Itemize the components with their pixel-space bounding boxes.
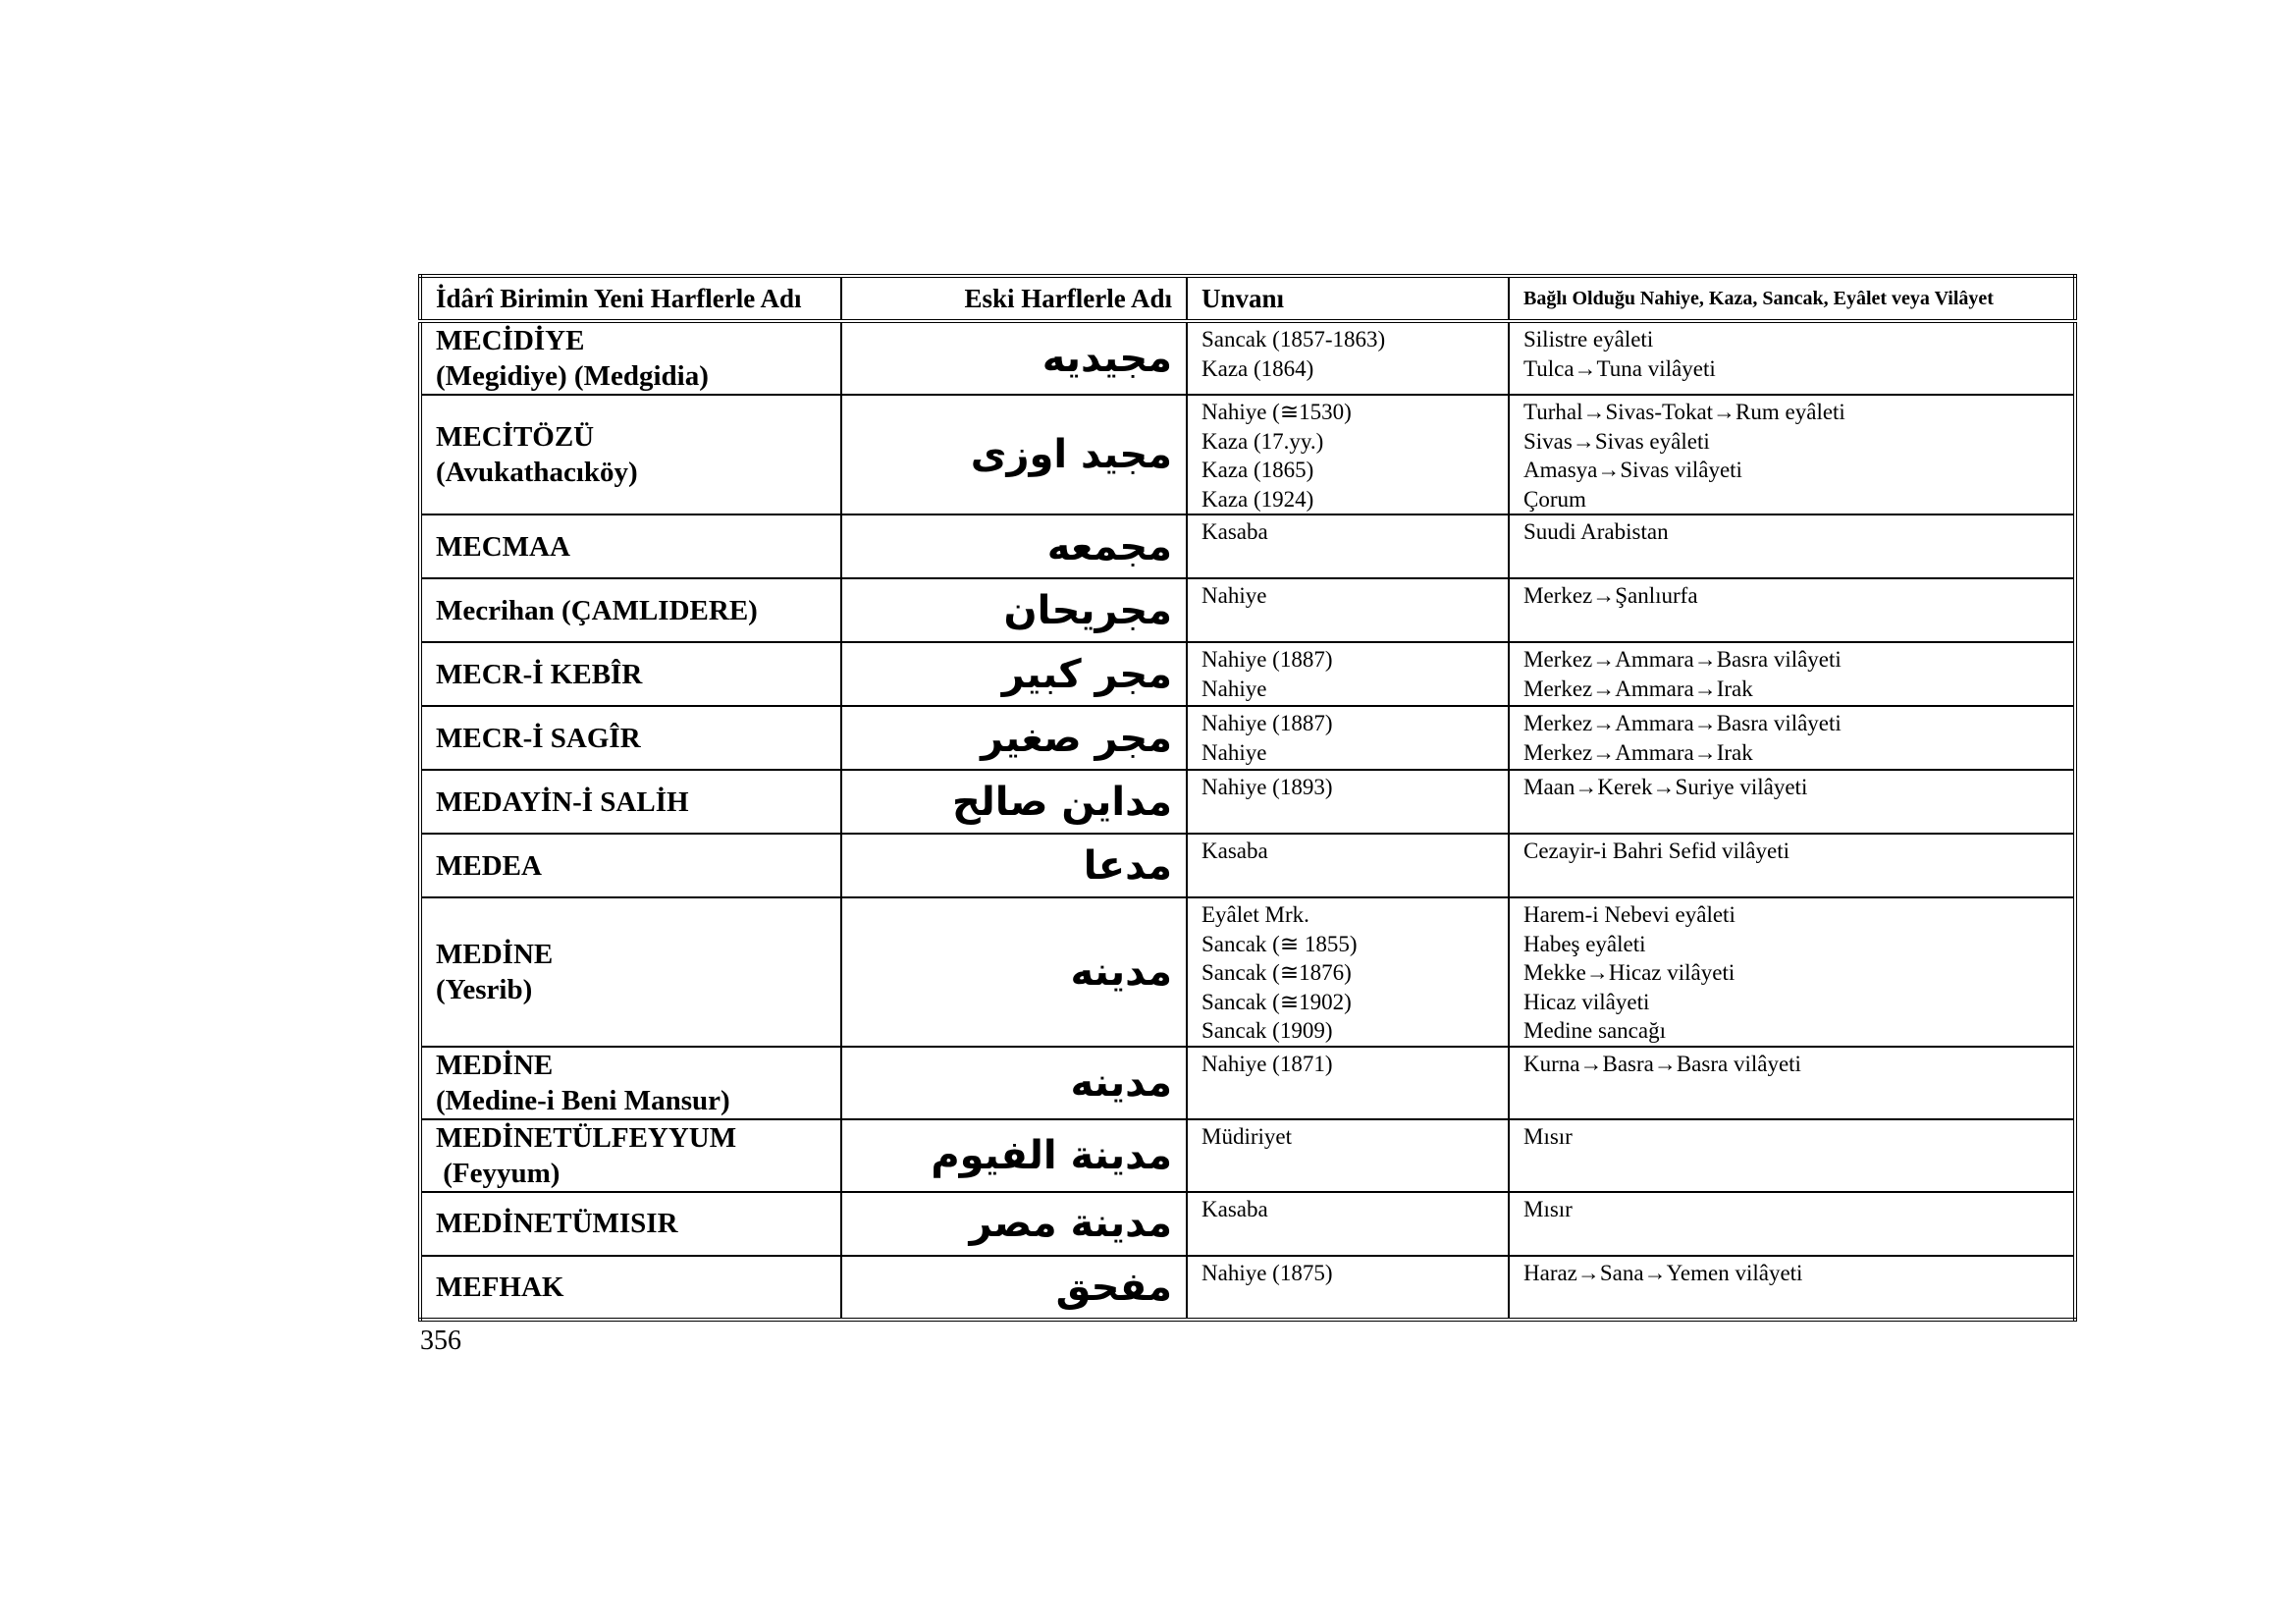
affiliation-line: Sivas→Sivas eyâleti [1523,428,1710,454]
cell-title [1187,1256,1509,1320]
title-line: Sancak (1909) [1201,1018,1333,1043]
cell-new-name [420,395,841,514]
header-old-name: Eski Harflerle Adı [841,276,1187,321]
affiliation-line: Mekke→Hicaz vilâyeti [1523,960,1735,985]
title-line: Kasaba [1201,1196,1268,1221]
title-line: Sancak (≅ 1855) [1201,931,1358,956]
cell-new-name [420,321,841,395]
table-row [420,706,2075,770]
affiliation-line: Mısır [1523,1196,1573,1221]
cell-old-name: مدينة مصر [841,1192,1187,1256]
cell-new-name [420,514,841,578]
new-name-line: MEDAYİN-İ SALİH [436,785,689,818]
affiliation-line: Medine sancağı [1523,1018,1666,1043]
affiliation-line: Merkez→Şanlıurfa [1523,583,1698,608]
cell-new-name [420,1192,841,1256]
cell-old-name: مجر كبير [841,642,1187,706]
cell-affiliation [1509,897,2075,1047]
title-line: Nahiye (1871) [1201,1051,1333,1076]
cell-title [1187,1047,1509,1119]
new-name-line: MEDEA [436,849,542,882]
new-name-line: Mecrihan (ÇAMLIDERE) [436,594,758,626]
table-row [420,578,2075,642]
table-body [420,321,2075,1320]
cell-affiliation [1509,770,2075,834]
table-row [420,642,2075,706]
title-line: Eyâlet Mrk. [1201,902,1309,927]
affiliation-line: Merkez→Ammara→Irak [1523,739,1753,765]
title-line: Nahiye [1201,676,1267,701]
affiliation-line: Cezayir-i Bahri Sefid vilâyeti [1523,839,1789,863]
cell-title [1187,395,1509,514]
affiliation-line: Harem-i Nebevi eyâleti [1523,902,1735,927]
cell-affiliation [1509,395,2075,514]
new-name-line: (Medine-i Beni Mansur) [436,1084,730,1116]
title-line: Kaza (17.yy.) [1201,428,1324,454]
affiliation-line: Tulca→Tuna vilâyeti [1523,355,1716,381]
cell-old-name: مفحق [841,1256,1187,1320]
cell-title [1187,1192,1509,1256]
table-row [420,834,2075,897]
new-name-line: (Avukathacıköy) [436,457,638,488]
title-line: Nahiye (1875) [1201,1260,1333,1285]
affiliation-line: Merkez→Ammara→Basra vilâyeti [1523,647,1842,672]
cell-new-name [420,770,841,834]
cell-new-name [420,1047,841,1119]
table-row [420,897,2075,1047]
cell-affiliation [1509,1119,2075,1192]
affiliation-line: Hicaz vilâyeti [1523,989,1650,1014]
affiliation-line: Kurna→Basra→Basra vilâyeti [1523,1051,1801,1076]
affiliation-line: Çorum [1523,486,1586,512]
affiliation-line: Merkez→Ammara→Irak [1523,676,1753,701]
table-row [420,1047,2075,1119]
cell-affiliation [1509,642,2075,706]
cell-title [1187,897,1509,1047]
header-new-name: İdârî Birimin Yeni Harflerle Adı [420,276,841,321]
table-row [420,514,2075,578]
cell-new-name [420,897,841,1047]
title-line: Nahiye (≅1530) [1201,400,1352,424]
cell-new-name [420,642,841,706]
title-line: Kaza (1924) [1201,486,1314,512]
affiliation-line: Turhal→Sivas-Tokat→Rum eyâleti [1523,400,1845,424]
title-line: Nahiye [1201,739,1267,765]
title-line: Sancak (1857-1863) [1201,327,1386,352]
cell-title [1187,321,1509,395]
new-name-line: (Megidiye) (Medgidia) [436,360,709,392]
cell-title [1187,578,1509,642]
cell-affiliation [1509,1047,2075,1119]
new-name-line: MEFHAK [436,1271,564,1303]
new-name-line: MECR-İ KEBÎR [436,658,643,690]
cell-old-name: مدينه [841,897,1187,1047]
cell-old-name: مجمعه [841,514,1187,578]
title-line: Kasaba [1201,519,1268,544]
header-affiliation: Bağlı Olduğu Nahiye, Kaza, Sancak, Eyâlet veya Vilâyet [1509,276,2075,321]
cell-old-name: مجيديه [841,321,1187,395]
affiliation-line: Maan→Kerek→Suriye vilâyeti [1523,775,1808,799]
title-line: Sancak (≅1902) [1201,989,1352,1014]
cell-new-name [420,834,841,897]
new-name-line: (Yesrib) [436,973,533,1005]
cell-old-name: مدينة الفيوم [841,1119,1187,1192]
new-name-line: MEDİNETÜLFEYYUM [436,1121,737,1154]
cell-affiliation [1509,834,2075,897]
cell-title [1187,834,1509,897]
new-name-line: MECMAA [436,530,570,563]
table-row [420,1192,2075,1256]
affiliation-line: Silistre eyâleti [1523,327,1654,352]
title-line: Nahiye [1201,583,1267,608]
cell-new-name [420,1119,841,1192]
cell-title [1187,642,1509,706]
cell-title [1187,514,1509,578]
cell-old-name: مجر صغير [841,706,1187,770]
new-name-line: MECİTÖZÜ [436,421,595,453]
affiliation-line: Merkez→Ammara→Basra vilâyeti [1523,711,1842,735]
cell-new-name [420,578,841,642]
table-row [420,395,2075,514]
cell-affiliation [1509,706,2075,770]
cell-affiliation [1509,321,2075,395]
gazetteer-table [418,274,2077,1322]
affiliation-line: Amasya→Sivas vilâyeti [1523,458,1742,482]
table-row [420,1256,2075,1320]
affiliation-line: Suudi Arabistan [1523,519,1669,544]
cell-affiliation [1509,1192,2075,1256]
new-name-line: MECİDİYE [436,325,585,356]
table-header-row [420,276,2075,321]
cell-new-name [420,706,841,770]
table-row [420,1119,2075,1192]
cell-new-name [420,1256,841,1320]
cell-old-name: مدينه [841,1047,1187,1119]
affiliation-line: Haraz→Sana→Yemen vilâyeti [1523,1260,1803,1285]
cell-title [1187,1119,1509,1192]
cell-old-name: مجيد اوزى [841,395,1187,514]
cell-title [1187,770,1509,834]
cell-affiliation [1509,514,2075,578]
title-line: Kasaba [1201,839,1268,863]
affiliation-line: Mısır [1523,1123,1573,1149]
title-line: Nahiye (1887) [1201,647,1333,672]
new-name-line: MEDİNE [436,938,554,970]
affiliation-line: Habeş eyâleti [1523,931,1646,956]
cell-old-name: مجريحان [841,578,1187,642]
cell-affiliation [1509,578,2075,642]
page-number: 356 [420,1326,461,1356]
cell-old-name: مداين صالح [841,770,1187,834]
new-name-line: MECR-İ SAGÎR [436,722,641,754]
title-line: Nahiye (1893) [1201,775,1333,799]
new-name-line: MEDİNETÜMISIR [436,1208,678,1239]
cell-title [1187,706,1509,770]
title-line: Nahiye (1887) [1201,711,1333,735]
title-line: Kaza (1865) [1201,458,1314,482]
new-name-line: MEDİNE [436,1049,554,1081]
new-name-line: (Feyyum) [436,1157,561,1189]
header-title: Unvanı [1187,276,1509,321]
table-row [420,770,2075,834]
cell-old-name: مدعا [841,834,1187,897]
title-line: Kaza (1864) [1201,355,1314,381]
cell-affiliation [1509,1256,2075,1320]
title-line: Sancak (≅1876) [1201,960,1352,985]
title-line: Müdiriyet [1201,1123,1292,1149]
table-row [420,321,2075,395]
